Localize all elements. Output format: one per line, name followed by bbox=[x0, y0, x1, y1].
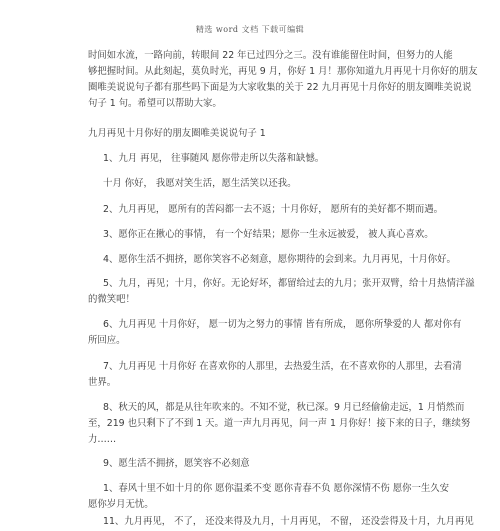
intro-line: 够把握时间。从此刻起，莫负时光，再见 9 月，你好 1 月！那你知道九月再见十月你好的朋友 bbox=[88, 66, 478, 77]
list-item: 7、九月再见 十月你好 在喜欢你的人那里，去热爱生活，在不喜欢你的人那里，去看清 bbox=[103, 361, 462, 372]
list-item: 2、九月再见， 愿所有的苦闷都一去不返；十月你好， 愿所有的美好都不期而遇。 bbox=[103, 204, 444, 215]
list-item-continuation: 力…… bbox=[88, 434, 117, 445]
list-item: 1、九月 再见， 往事随风 愿你带走所以失落和缺憾。 bbox=[103, 153, 325, 164]
list-item: 3、愿你正在揪心的事情， 有一个好结果；愿你一生永远被爱， 被人真心喜欢。 bbox=[103, 229, 434, 240]
list-item-continuation: 世界。 bbox=[88, 377, 117, 388]
intro-line: 句子 1 句。希望可以帮助大家。 bbox=[88, 98, 222, 109]
list-item-continuation: 的微笑吧！ bbox=[88, 294, 135, 305]
list-item: 9、愿生活不拥挤，愿笑容不必刻意 bbox=[103, 458, 250, 469]
list-item: 4、愿你生活不拥挤，愿你笑容不必刻意，愿你期待的会到来。九月再见，十月你好。 bbox=[103, 254, 456, 265]
list-item-continuation: 所回应。 bbox=[88, 335, 126, 346]
list-item-continuation: 愿你岁月无忧。 bbox=[88, 499, 154, 510]
list-item: 5、九月，再见；十月，你好。无论好坏，都留给过去的九月；张开双臂，给十月热情洋溢 bbox=[103, 278, 475, 289]
list-item: 11、九月再见， 不了， 还没来得及九月，十月再见， 不留， 还没尝得及十月，九月再见 bbox=[103, 516, 474, 527]
section-title: 九月再见十月你好的朋友圈唯美说说句子 1 bbox=[88, 128, 266, 139]
list-item: 1、春风十里不如十月的你 愿你温柔不变 愿你青春不负 愿你深情不伤 愿你一生久安 bbox=[103, 483, 450, 494]
list-item: 十月 你好， 我愿对笑生活，愿生活笑以还我。 bbox=[103, 178, 297, 189]
list-item: 8、秋天的风，都是从往年吹来的。不知不觉，秋已深。9 月已经偷偷走远，1 月悄然而 bbox=[103, 402, 465, 413]
page-header: 精选 word 文档 下载可编辑 bbox=[195, 25, 305, 34]
intro-line: 圈唯美说说句子都有那些吗下面是为大家收集的关于 22 九月再见十月你好的朋友圈唯美说说 bbox=[88, 82, 472, 93]
list-item: 6、九月再见 十月你好， 愿一切为之努力的事情 皆有所成， 愿你所挚爱的人 都对你有 bbox=[103, 319, 462, 330]
list-item-continuation: 至，219 也只剩下了不到 1 天。道一声九月再见，问一声 1 月你好！接下来的日子，继续努 bbox=[88, 418, 471, 429]
intro-line: 时间如水流，一路向前，转眼间 22 年已过四分之三。没有谁能留住时间，但努力的人能 bbox=[88, 50, 453, 61]
